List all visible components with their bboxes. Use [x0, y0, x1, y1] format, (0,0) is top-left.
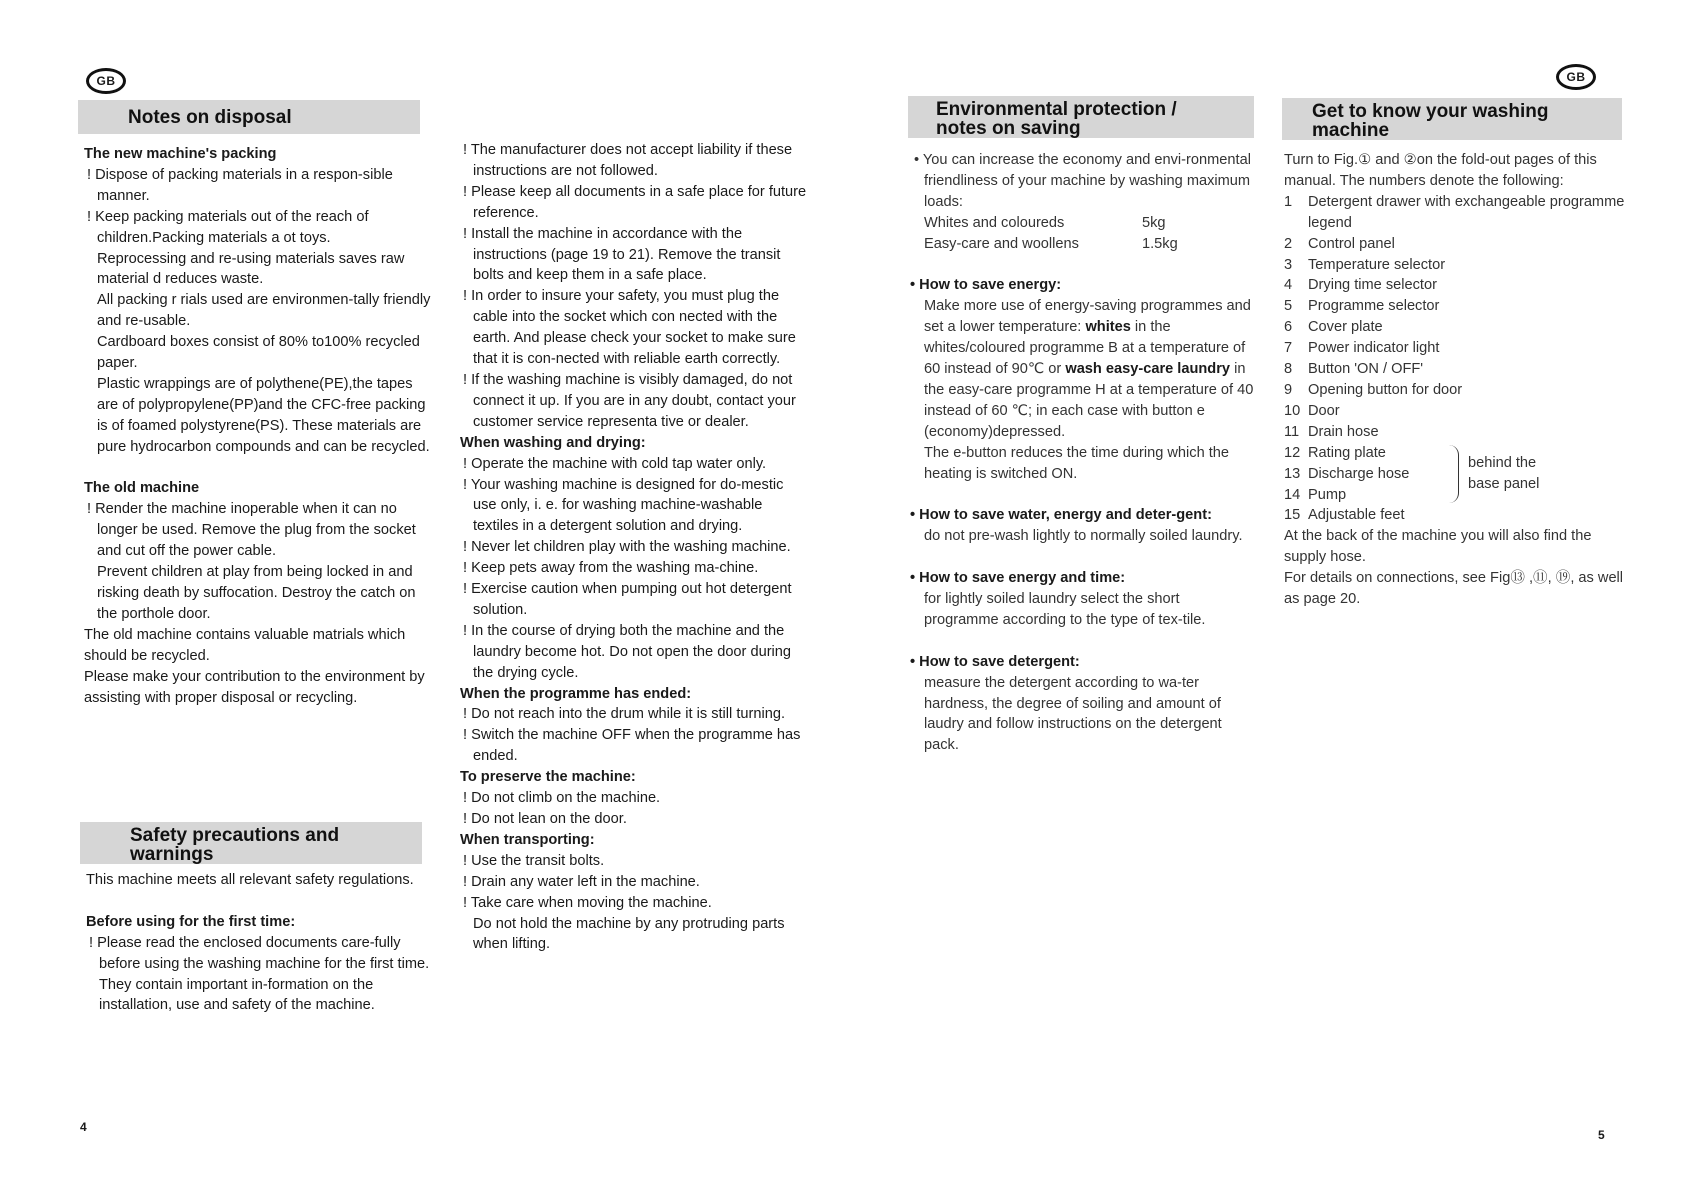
load-label: Easy-care and woollens: [924, 235, 1079, 252]
list-item: ! Take care when moving the machine.: [460, 893, 810, 914]
first-time-subheading: Before using for the first time:: [86, 913, 296, 930]
list-item: [1284, 380, 1632, 401]
energy-text-3: in the easy-care programme H at a temperature of 40 instead of 60 ℃; in each case with button e (economy)depressed.: [924, 361, 1254, 440]
washing-subheading: When washing and drying:: [460, 434, 646, 451]
energy-easy-care: wash easy-care laundry: [1065, 361, 1231, 378]
paragraph: Plastic wrappings are of polythene(PE),the tapes are of polypropylene(PP)and the CFC-free packing is of foamed polystyrene(PS). These materials are pure hydrocarbon compounds and can be recycled.: [97, 375, 430, 455]
paragraph: This machine meets all relevant safety regulations.: [86, 872, 414, 888]
transporting-subheading: When transporting:: [460, 831, 595, 848]
part-number: 8: [1284, 361, 1293, 378]
part-number: 4: [1284, 277, 1293, 294]
heading-text-line-1: Get to know your washing: [1312, 101, 1549, 122]
load-row: [910, 213, 1256, 234]
safety-column: [86, 870, 434, 1016]
part-label: Drying time selector: [1308, 277, 1437, 294]
list-item: ! Please read the enclosed documents care-fully before using the washing machine for the first time. They contain important in-formation on the installation, use and safety of the machine.: [86, 933, 434, 1017]
list-item: ! Do not reach into the drum while it is still turning.: [460, 704, 810, 725]
list-item: ! Do not climb on the machine.: [460, 788, 810, 809]
paragraph: Please make your contribution to the environment by assisting with proper disposal or recycling.: [84, 668, 425, 706]
heading-text: Notes on disposal: [128, 107, 292, 128]
bullet: •: [914, 152, 923, 168]
part-label: Power indicator light: [1308, 340, 1440, 357]
save-detergent-subheading: • How to save detergent:: [910, 652, 1256, 673]
page-number: 4: [80, 1120, 87, 1134]
part-number: 5: [1284, 298, 1293, 315]
note-line-2: base panel: [1468, 475, 1540, 492]
part-number: 13: [1284, 465, 1301, 482]
behind-base-panel-group: [1284, 443, 1632, 506]
know-column: [1284, 150, 1632, 610]
list-item: ! Do not lean on the door.: [460, 809, 810, 830]
packing-subheading: The new machine's packing: [84, 146, 277, 162]
part-number: 15: [1284, 507, 1301, 524]
part-label: Opening button for door: [1308, 381, 1463, 398]
paragraph: The e-button reduces the time during which the heating is switched ON.: [924, 444, 1230, 482]
load-label: Whites and coloureds: [924, 214, 1065, 231]
intro-text: You can increase the economy and envi-ronmental friendliness of your machine by washing maximum loads:: [922, 152, 1251, 210]
paragraph: The old machine contains valuable matrials which should be recycled.: [84, 626, 406, 664]
load-value: 5kg: [1142, 214, 1166, 231]
part-number: 11: [1284, 423, 1300, 440]
language-badge-gb: GB: [86, 68, 126, 94]
preserve-subheading: To preserve the machine:: [460, 769, 636, 786]
list-item: ! Keep pets away from the washing ma-chine.: [460, 558, 810, 579]
part-label: Adjustable feet: [1308, 507, 1405, 524]
part-number: 14: [1284, 486, 1301, 503]
list-item: [1284, 422, 1632, 443]
paragraph: for lightly soiled laundry select the short programme according to the type of tex-tile.: [924, 590, 1206, 628]
brace-icon: [1444, 445, 1459, 503]
list-item: [1284, 359, 1632, 380]
list-item: [1284, 255, 1632, 276]
energy-text-1: Make more use of energy-saving programmes and set a lower temperature:: [924, 298, 1251, 336]
environmental-protection-heading: [908, 96, 1254, 138]
old-machine-subheading: The old machine: [84, 480, 200, 497]
list-item: ! Render the machine inoperable when it can no longer be used. Remove the plug from the socket and cut off the power cable.: [84, 499, 432, 562]
language-badge-gb: GB: [1556, 64, 1596, 90]
list-item: [1284, 338, 1632, 359]
paragraph: All packing r rials used are environmen-tally friendly and re-usable.: [97, 292, 431, 330]
right-page: [842, 0, 1684, 1190]
save-time-subheading: • How to save energy and time:: [910, 568, 1256, 589]
note-line-1: behind the: [1468, 454, 1537, 471]
part-label: Cover plate: [1308, 319, 1383, 336]
parts-list: [1284, 192, 1632, 527]
list-item: ! Please keep all documents in a safe place for future reference.: [460, 182, 810, 224]
list-item: ! Never let children play with the washing machine.: [460, 537, 810, 558]
part-number: 1: [1284, 193, 1293, 210]
energy-text-2: in the whites/coloured programme B at a temperature of 60 instead of 90℃ or: [924, 319, 1246, 378]
list-item: ! Use the transit bolts.: [460, 851, 810, 872]
part-label: Detergent drawer with exchangeable programme legend: [1308, 193, 1625, 231]
list-item: ! Exercise caution when pumping out hot detergent solution.: [460, 579, 810, 621]
list-item: [1284, 275, 1632, 296]
part-label: Rating plate: [1308, 444, 1386, 461]
part-label: Drain hose: [1308, 423, 1379, 440]
part-label: Door: [1308, 402, 1340, 419]
save-water-subheading: • How to save water, energy and deter-gent:: [910, 505, 1256, 526]
paragraph: Do not hold the machine by any protruding parts when lifting.: [473, 915, 785, 953]
list-item: ! If the washing machine is visibly damaged, do not connect it up. If you are in any doubt, contact your customer service representa tive or dealer.: [460, 370, 810, 433]
list-item: ! Drain any water left in the machine.: [460, 872, 810, 893]
part-number: 3: [1284, 256, 1293, 273]
list-item: [1284, 192, 1632, 234]
heading-text-line-2: machine: [1312, 120, 1390, 141]
part-label: Discharge hose: [1308, 465, 1410, 482]
part-number: 6: [1284, 319, 1293, 336]
list-item: ! In the course of drying both the machine and the laundry become hot. Do not open the door during the drying cycle.: [460, 621, 810, 684]
part-number: 7: [1284, 340, 1293, 357]
part-label: Programme selector: [1308, 298, 1440, 315]
list-item: ! In order to insure your safety, you must plug the cable into the socket which con nected with the earth. And please check your socket to make sure that it is con-nected with reliable earth correctly.: [460, 286, 810, 370]
list-item: [1284, 401, 1632, 422]
heading-text-line-2: notes on saving: [936, 118, 1081, 139]
paragraph: Turn to Fig.① and ②on the fold-out pages of this manual. The numbers denote the following:: [1284, 152, 1597, 189]
load-value: 1.5kg: [1142, 235, 1178, 252]
energy-whites: whites: [1085, 319, 1131, 336]
list-item: ! Operate the machine with cold tap water only.: [460, 454, 810, 475]
safety-column-2: [460, 140, 810, 955]
list-item: [1284, 317, 1632, 338]
part-number: 12: [1284, 444, 1301, 461]
list-item: ! Install the machine in accordance with the instructions (page 19 to 21). Remove the transit bolts and keep them in a safe place.: [460, 224, 810, 287]
paragraph: Reprocessing and re-using materials saves raw material d reduces waste.: [97, 250, 405, 288]
list-item: ! Keep packing materials out of the reach of children.Packing materials a ot toys.: [84, 207, 432, 249]
paragraph: For details on connections, see Fig⑬ ,⑪, ⑲, as well as page 20.: [1284, 570, 1624, 608]
heading-text-line-1: Environmental protection /: [936, 99, 1177, 120]
list-item: [1284, 505, 1632, 526]
paragraph: At the back of the machine you will also find the supply hose.: [1284, 528, 1592, 566]
safety-precautions-heading: [80, 822, 422, 864]
part-number: 10: [1284, 402, 1301, 419]
part-label: Pump: [1308, 486, 1347, 503]
part-number: 2: [1284, 235, 1293, 252]
list-item: [1284, 296, 1632, 317]
paragraph: Prevent children at play from being locked in and risking death by suffocation. Destroy the catch on the porthole door.: [97, 564, 416, 622]
page-number: 5: [1598, 1128, 1605, 1142]
paragraph: do not pre-wash lightly to normally soiled laundry.: [924, 528, 1243, 545]
paragraph: measure the detergent according to wa-ter hardness, the degree of soiling and amount of laudry and follow instructions on the detergent pack.: [924, 674, 1222, 754]
part-label: Button 'ON / OFF': [1308, 361, 1424, 378]
disposal-column: [84, 144, 432, 708]
list-item: ! The manufacturer does not accept liability if these instructions are not followed.: [460, 140, 810, 182]
heading-text-line-2: warnings: [130, 844, 214, 865]
list-item: ! Your washing machine is designed for do-mestic use only, i. e. for washing machine-washable textiles in a detergent solution and drying.: [460, 475, 810, 538]
environment-column: [910, 150, 1256, 756]
part-label: Temperature selector: [1308, 256, 1446, 273]
list-item: [1284, 234, 1632, 255]
behind-base-panel-note: [1468, 453, 1539, 495]
list-item: ! Switch the machine OFF when the programme has ended.: [460, 725, 810, 767]
notes-on-disposal-heading: [78, 100, 420, 134]
intro-paragraph: [910, 150, 1256, 213]
part-label: Control panel: [1308, 235, 1395, 252]
load-row: [910, 234, 1256, 255]
paragraph: Cardboard boxes consist of 80% to100% recycled paper.: [97, 334, 420, 372]
list-item: ! Dispose of packing materials in a respon-sible manner.: [84, 165, 432, 207]
part-number: 9: [1284, 381, 1293, 398]
save-energy-subheading: • How to save energy:: [910, 275, 1256, 296]
programme-ended-subheading: When the programme has ended:: [460, 685, 692, 702]
paragraph: [910, 296, 1256, 442]
heading-text-line-1: Safety precautions and: [130, 825, 340, 846]
get-to-know-heading: [1282, 98, 1622, 140]
